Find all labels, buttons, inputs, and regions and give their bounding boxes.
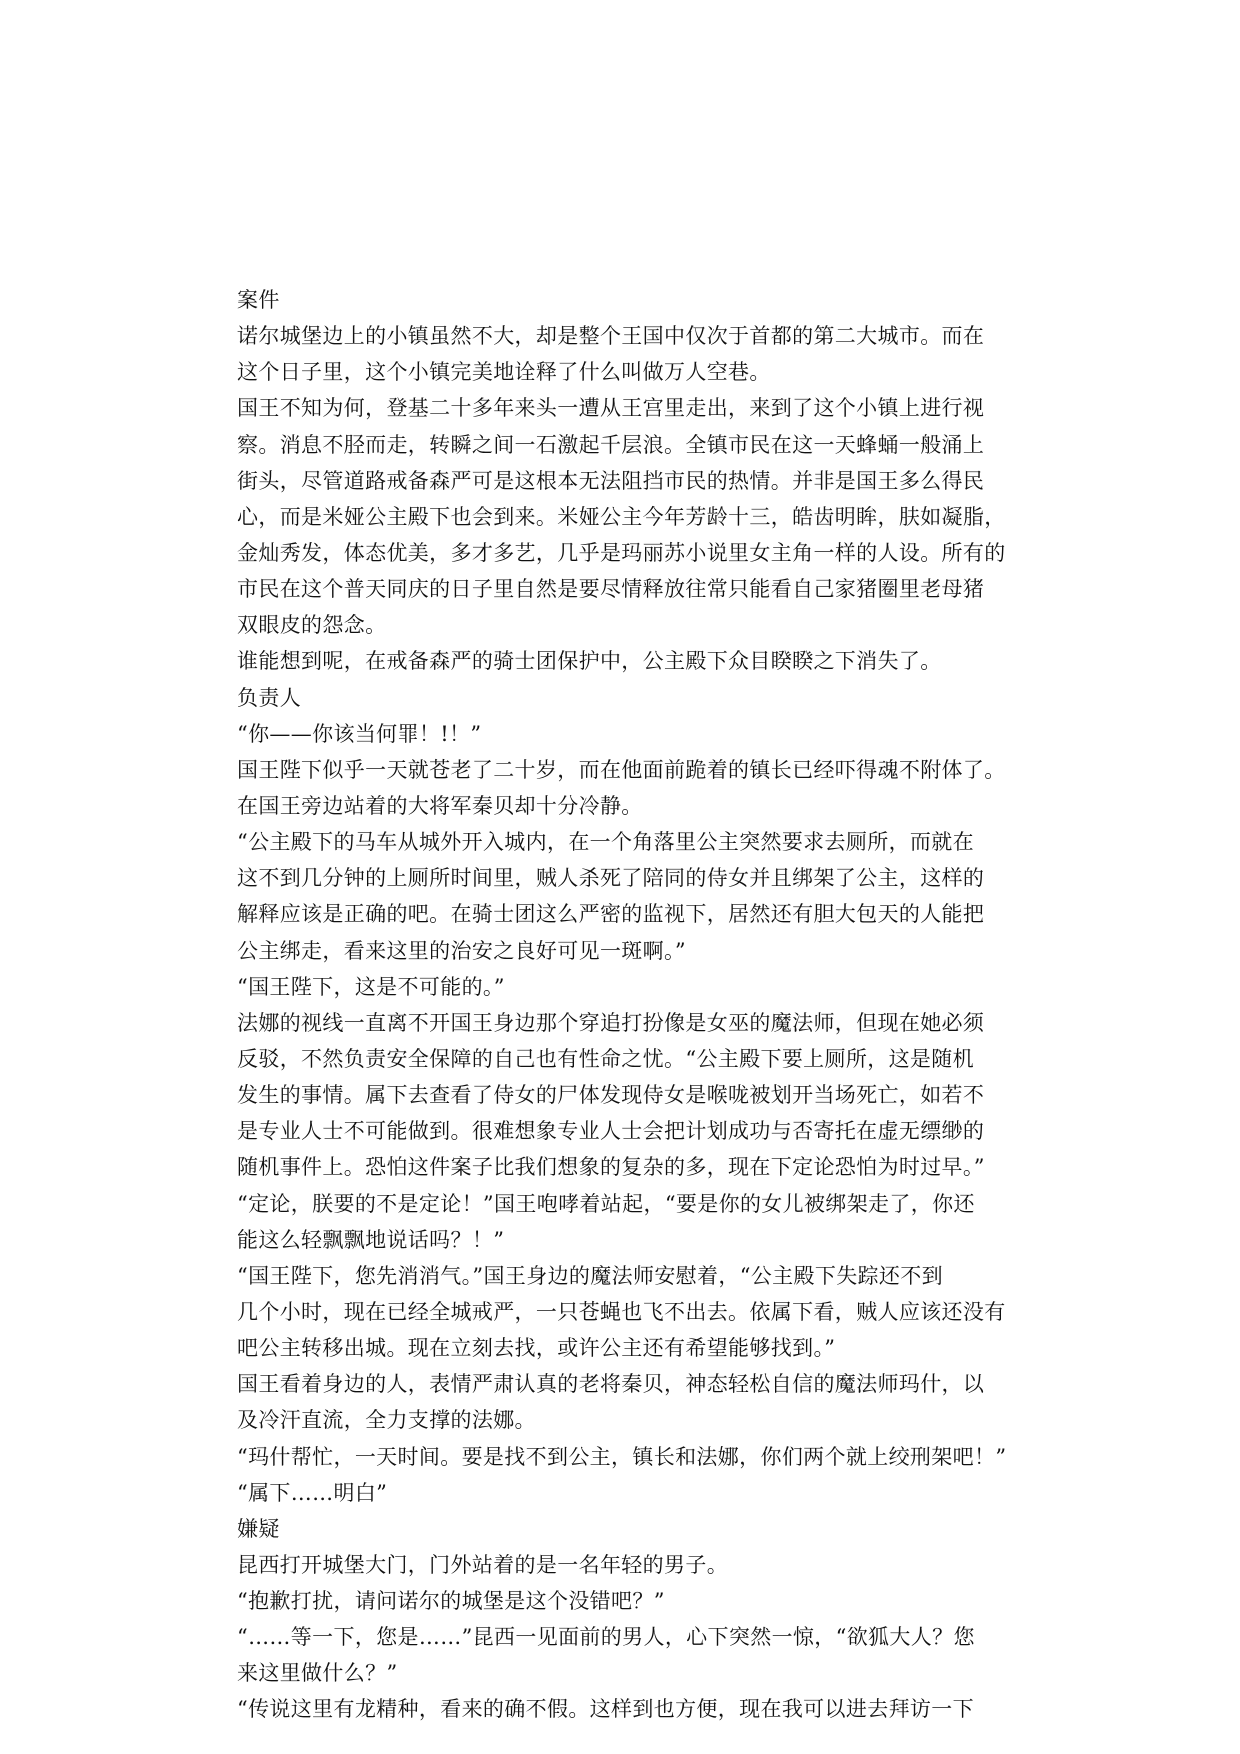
dialogue-line: “公主殿下的马车从城外开入城内，在一个角落里公主突然要求去厕所，而就在 (237, 830, 974, 855)
body-text-line: 察。消息不胫而走，转瞬之间一石激起千层浪。全镇市民在这一天蜂蛹一般涌上 (237, 432, 985, 457)
dialogue-line: “传说这里有龙精种，看来的确不假。这样到也方便，现在我可以进去拜访一下 (237, 1697, 974, 1722)
body-text-line: 谁能想到呢，在戒备森严的骑士团保护中，公主殿下众目睽睽之下消失了。 (237, 649, 942, 674)
body-text-line: 吧公主转移出城。现在立刻去找，或许公主还有希望能够找到。” (237, 1336, 836, 1361)
body-text-line: 能这么轻飘飘地说话吗？！” (237, 1227, 505, 1252)
body-text-line: 国王看着身边的人，表情严肃认真的老将秦贝，神态轻松自信的魔法师玛什，以 (237, 1372, 985, 1397)
dialogue-line: “属下……明白” (237, 1480, 388, 1505)
body-text-line: 公主绑走，看来这里的治安之良好可见一斑啊。” (237, 938, 686, 963)
body-text-line: 随机事件上。恐怕这件案子比我们想象的复杂的多，现在下定论恐怕为时过早。” (237, 1155, 985, 1180)
body-text-line: 金灿秀发，体态优美，多才多艺，几乎是玛丽苏小说里女主角一样的人设。所有的 (237, 540, 1006, 565)
dialogue-line: “抱歉打扰，请问诺尔的城堡是这个没错吧？” (237, 1589, 665, 1614)
body-text-line: 解释应该是正确的吧。在骑士团这么严密的监视下，居然还有胆大包天的人能把 (237, 902, 985, 927)
body-text-line: 这个日子里，这个小镇完美地诠释了什么叫做万人空巷。 (237, 360, 771, 385)
body-text-line: 及冷汗直流，全力支撑的法娜。 (237, 1408, 536, 1433)
dialogue-line: “国王陛下，您先消消气。”国王身边的魔法师安慰着，“公主殿下失踪还不到 (237, 1263, 943, 1288)
dialogue-line: “玛什帮忙，一天时间。要是找不到公主，镇长和法娜，你们两个就上绞刑架吧！” (237, 1444, 1007, 1469)
body-text-line: 国王陛下似乎一天就苍老了二十岁，而在他面前跪着的镇长已经吓得魂不附体了。 (237, 757, 1006, 782)
body-text-line: 几个小时，现在已经全城戒严，一只苍蝇也飞不出去。依属下看，贼人应该还没有 (237, 1299, 1006, 1324)
dialogue-line: “国王陛下，这是不可能的。” (237, 974, 505, 999)
body-text-line: 这不到几分钟的上厕所时间里，贼人杀死了陪同的侍女并且绑架了公主，这样的 (237, 866, 985, 891)
section-heading: 嫌疑 (237, 1516, 280, 1541)
body-text-line: 国王不知为何，登基二十多年来头一遭从王宫里走出，来到了这个小镇上进行视 (237, 396, 985, 421)
section-heading: 案件 (237, 288, 280, 312)
dialogue-line: “你——你该当何罪！!！” (237, 721, 482, 746)
body-text-line: 是专业人士不可能做到。很难想象专业人士会把计划成功与否寄托在虚无缥缈的 (237, 1119, 985, 1144)
body-text-line: 在国王旁边站着的大将军秦贝却十分冷静。 (237, 793, 643, 818)
body-text-line: 发生的事情。属下去查看了侍女的尸体发现侍女是喉咙被划开当场死亡，如若不 (237, 1083, 985, 1108)
body-text-line: 来这里做什么？” (237, 1661, 398, 1686)
body-text-line: 昆西打开城堡大门，门外站着的是一名年轻的男子。 (237, 1552, 729, 1577)
body-text-line: 心，而是米娅公主殿下也会到来。米娅公主今年芳龄十三，皓齿明眸，肤如凝脂， (237, 504, 1006, 529)
document-page (237, 282, 1011, 1728)
dialogue-line: “……等一下，您是……”昆西一见面前的男人，心下突然一惊，“欲狐大人？您 (237, 1625, 975, 1650)
section-heading: 负责人 (237, 685, 302, 710)
body-text-line: 双眼皮的怨念。 (237, 613, 387, 638)
dialogue-line: “定论，朕要的不是定论！”国王咆哮着站起，“要是你的女儿被绑架走了，你还 (237, 1191, 975, 1216)
body-text-line: 市民在这个普天同庆的日子里自然是要尽情释放往常只能看自己家猪圈里老母猪 (237, 577, 985, 602)
body-text-line: 反驳，不然负责安全保障的自己也有性命之忧。“公主殿下要上厕所，这是随机 (237, 1046, 974, 1071)
body-text-line: 诺尔城堡边上的小镇虽然不大，却是整个王国中仅次于首都的第二大城市。而在 (237, 324, 985, 349)
body-text-line: 街头，尽管道路戒备森严可是这根本无法阻挡市民的热情。并非是国王多么得民 (237, 468, 985, 493)
body-text-line: 法娜的视线一直离不开国王身边那个穿追打扮像是女巫的魔法师，但现在她必须 (237, 1010, 985, 1035)
